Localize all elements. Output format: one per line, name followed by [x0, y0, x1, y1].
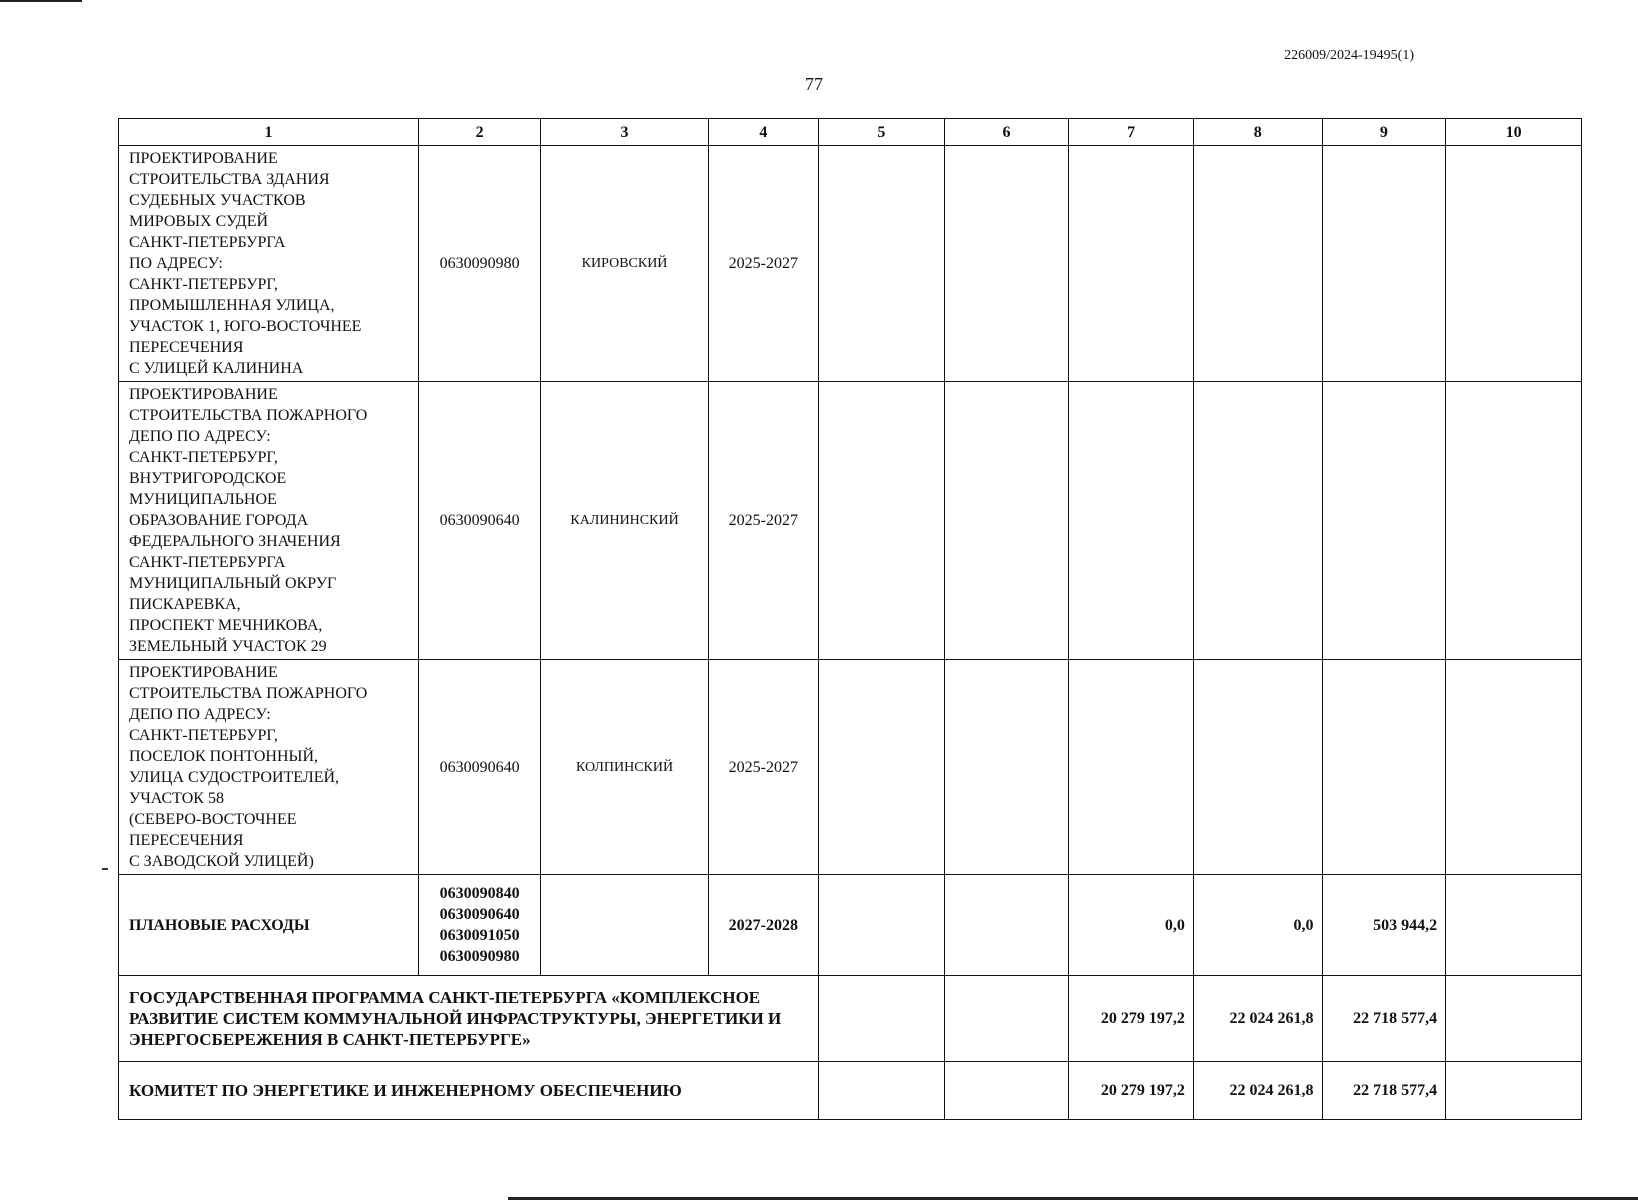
object-name-line: ФЕДЕРАЛЬНОГО ЗНАЧЕНИЯ	[129, 533, 341, 550]
amount-col7: 0,0	[1069, 875, 1194, 976]
empty-cell	[819, 382, 945, 660]
object-name-line: ПЕРЕСЕЧЕНИЯ	[129, 832, 244, 849]
scan-speck	[102, 868, 108, 870]
table-row	[119, 382, 1582, 660]
empty-cell	[1193, 660, 1322, 875]
scan-edge-mark-top	[0, 0, 82, 2]
object-name-line: ОБРАЗОВАНИЕ ГОРОДА	[129, 512, 309, 529]
empty-cell	[541, 875, 708, 976]
object-name-line: ПРОМЫШЛЕННАЯ УЛИЦА,	[129, 297, 335, 314]
document-number: 226009/2024-19495(1)	[1284, 48, 1414, 63]
column-header: 1	[119, 119, 419, 146]
empty-cell	[1193, 382, 1322, 660]
empty-cell	[1446, 1062, 1582, 1120]
object-name-line: С ЗАВОДСКОЙ УЛИЦЕЙ)	[129, 853, 314, 870]
empty-cell	[944, 1062, 1069, 1120]
object-name-line: (СЕВЕРО-ВОСТОЧНЕЕ	[129, 811, 297, 828]
amount-col9: 22 718 577,4	[1322, 976, 1446, 1062]
empty-cell	[1446, 660, 1582, 875]
column-header: 7	[1069, 119, 1194, 146]
amount-col7: 20 279 197,2	[1069, 1062, 1194, 1120]
empty-cell	[1069, 660, 1194, 875]
district-cell: КИРОВСКИЙ	[541, 146, 708, 382]
amount-col8: 0,0	[1193, 875, 1322, 976]
committee-total-row	[119, 1062, 1582, 1120]
object-name-line: ПРОЕКТИРОВАНИЕ	[129, 664, 278, 681]
object-name-line: СУДЕБНЫХ УЧАСТКОВ	[129, 192, 306, 209]
amount-col7: 20 279 197,2	[1069, 976, 1194, 1062]
empty-cell	[1322, 382, 1446, 660]
empty-cell	[1446, 976, 1582, 1062]
column-number-row	[119, 119, 1582, 146]
empty-cell	[1446, 875, 1582, 976]
object-name-line: САНКТ-ПЕТЕРБУРГ,	[129, 276, 278, 293]
object-name-cell	[119, 146, 419, 382]
committee-name: КОМИТЕТ ПО ЭНЕРГЕТИКЕ И ИНЖЕНЕРНОМУ ОБЕСПЕЧЕНИЮ	[119, 1062, 819, 1120]
object-name-line: ПРОСПЕКТ МЕЧНИКОВА,	[129, 617, 323, 634]
object-name-line: ПИСКАРЕВКА,	[129, 596, 241, 613]
empty-cell	[944, 146, 1069, 382]
object-name-line: ДЕПО ПО АДРЕСУ:	[129, 428, 271, 445]
object-name-line: УЧАСТОК 58	[129, 790, 224, 807]
object-name-line: УЛИЦА СУДОСТРОИТЕЛЕЙ,	[129, 769, 340, 786]
object-name-line: СТРОИТЕЛЬСТВА ПОЖАРНОГО	[129, 407, 368, 424]
empty-cell	[1446, 146, 1582, 382]
column-header: 5	[819, 119, 945, 146]
empty-cell	[1193, 146, 1322, 382]
district-cell: КОЛПИНСКИЙ	[541, 660, 708, 875]
object-name-line: ДЕПО ПО АДРЕСУ:	[129, 706, 271, 723]
object-name-line: ПО АДРЕСУ:	[129, 255, 223, 272]
amount-col9: 503 944,2	[1322, 875, 1446, 976]
empty-cell	[819, 660, 945, 875]
empty-cell	[819, 976, 945, 1062]
amount-col8: 22 024 261,8	[1193, 976, 1322, 1062]
amount-col8: 22 024 261,8	[1193, 1062, 1322, 1120]
empty-cell	[819, 875, 945, 976]
budget-code-cell: 0630090640	[418, 660, 541, 875]
object-name-line: МУНИЦИПАЛЬНОЕ	[129, 491, 277, 508]
period-cell: 2025-2027	[708, 660, 818, 875]
object-name-line: МУНИЦИПАЛЬНЫЙ ОКРУГ	[129, 575, 337, 592]
empty-cell	[944, 976, 1069, 1062]
object-name-line: ПРОЕКТИРОВАНИЕ	[129, 150, 278, 167]
budget-code: 0630091050	[439, 927, 520, 944]
empty-cell	[944, 382, 1069, 660]
object-name-line: ЗЕМЕЛЬНЫЙ УЧАСТОК 29	[129, 638, 327, 655]
empty-cell	[944, 875, 1069, 976]
empty-cell	[1446, 382, 1582, 660]
budget-code-cell: 0630090980	[418, 146, 541, 382]
object-name-line: УЧАСТОК 1, ЮГО-ВОСТОЧНЕЕ	[129, 318, 362, 335]
empty-cell	[819, 1062, 945, 1120]
planned-codes-cell	[418, 875, 541, 976]
district-cell: КАЛИНИНСКИЙ	[541, 382, 708, 660]
budget-code: 0630090980	[439, 948, 520, 965]
column-header: 9	[1322, 119, 1446, 146]
planned-expenses-row	[119, 875, 1582, 976]
column-header: 4	[708, 119, 818, 146]
program-name: ГОСУДАРСТВЕННАЯ ПРОГРАММА САНКТ-ПЕТЕРБУРГА «КОМПЛЕКСНОЕ РАЗВИТИЕ СИСТЕМ КОММУНАЛЬНОЙ ИНФРАСТРУКТУРЫ, ЭНЕРГЕТИКИ И ЭНЕРГОСБЕРЕЖЕНИЯ В САНКТ-ПЕТЕРБУРГЕ»	[119, 976, 819, 1062]
period-cell: 2025-2027	[708, 146, 818, 382]
budget-code-cell: 0630090640	[418, 382, 541, 660]
empty-cell	[1069, 146, 1194, 382]
column-header: 2	[418, 119, 541, 146]
object-name-line: ПРОЕКТИРОВАНИЕ	[129, 386, 278, 403]
object-name-line: ПОСЕЛОК ПОНТОННЫЙ,	[129, 748, 319, 765]
object-name-line: СТРОИТЕЛЬСТВА ЗДАНИЯ	[129, 171, 330, 188]
planned-expenses-label: ПЛАНОВЫЕ РАСХОДЫ	[119, 875, 419, 976]
object-name-cell	[119, 382, 419, 660]
object-name-line: ПЕРЕСЕЧЕНИЯ	[129, 339, 244, 356]
empty-cell	[1322, 146, 1446, 382]
program-total-row	[119, 976, 1582, 1062]
column-header: 8	[1193, 119, 1322, 146]
table-row	[119, 146, 1582, 382]
empty-cell	[1069, 382, 1194, 660]
period-cell: 2025-2027	[708, 382, 818, 660]
empty-cell	[944, 660, 1069, 875]
column-header: 10	[1446, 119, 1582, 146]
column-header: 6	[944, 119, 1069, 146]
amount-col9: 22 718 577,4	[1322, 1062, 1446, 1120]
object-name-line: С УЛИЦЕЙ КАЛИНИНА	[129, 360, 304, 377]
object-name-line: САНКТ-ПЕТЕРБУРГА	[129, 554, 286, 571]
period-cell: 2027-2028	[708, 875, 818, 976]
object-name-line: МИРОВЫХ СУДЕЙ	[129, 213, 269, 230]
table-row	[119, 660, 1582, 875]
object-name-line: ВНУТРИГОРОДСКОЕ	[129, 470, 287, 487]
budget-code: 0630090640	[439, 906, 520, 923]
budget-table	[118, 118, 1582, 1120]
empty-cell	[819, 146, 945, 382]
budget-code: 0630090840	[439, 885, 520, 902]
column-header: 3	[541, 119, 708, 146]
object-name-line: САНКТ-ПЕТЕРБУРГ,	[129, 449, 278, 466]
object-name-line: СТРОИТЕЛЬСТВА ПОЖАРНОГО	[129, 685, 368, 702]
object-name-cell	[119, 660, 419, 875]
object-name-line: САНКТ-ПЕТЕРБУРГ,	[129, 727, 278, 744]
object-name-line: САНКТ-ПЕТЕРБУРГА	[129, 234, 286, 251]
empty-cell	[1322, 660, 1446, 875]
page-number: 77	[805, 74, 823, 94]
